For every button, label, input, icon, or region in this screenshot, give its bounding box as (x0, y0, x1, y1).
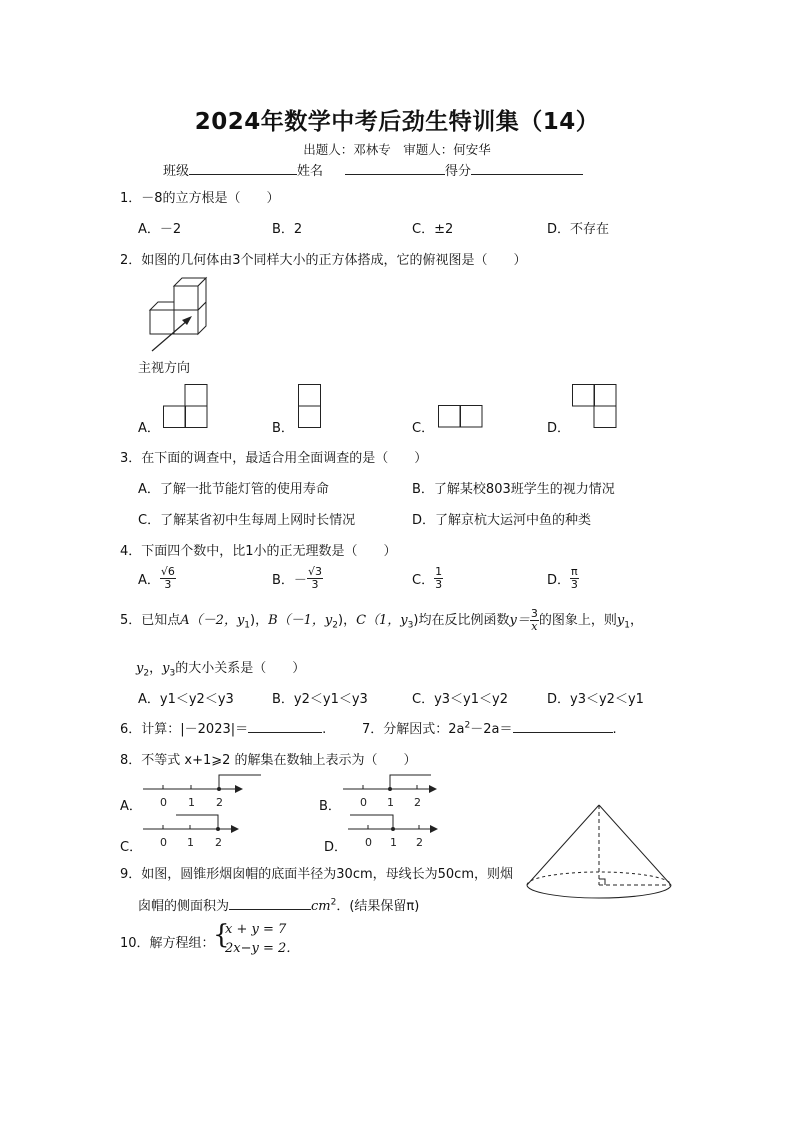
tick-label-1: 1 (188, 796, 195, 809)
score-blank[interactable] (471, 162, 583, 175)
q8-option-a[interactable]: A． (120, 799, 142, 814)
tick-label-2: 2 (215, 836, 222, 849)
q8-stem: 8．不等式 x+1⩾2 的解集在数轴上表示为（ ） (120, 753, 417, 768)
q2-option-b-figure (298, 384, 322, 428)
q4-b-denominator: 3 (311, 578, 319, 591)
authors-line: 出题人：邓林专 审题人：何安华 (303, 142, 491, 157)
q9-cone-figure (520, 800, 680, 910)
q2-stem: 2．如图的几何体由3个同样大小的正方体搭成，它的俯视图是（ ） (120, 253, 527, 268)
q5-point-a: A（－2，y (180, 613, 245, 628)
q2-figure-label: 主视方向 (138, 361, 191, 376)
q2-option-a[interactable]: A． (138, 421, 160, 436)
q2-option-d-figure (572, 384, 618, 428)
q5-func-numerator: 3 (530, 607, 538, 620)
q8-option-c-numberline (143, 812, 263, 852)
q2-option-a-figure (163, 384, 209, 428)
q1-option-d[interactable]: D．不存在 (547, 222, 610, 237)
q2-option-d[interactable]: D． (547, 421, 571, 436)
q5-func-denominator: x (531, 620, 538, 633)
q10-equation-2: 2x−y = 2． (225, 941, 300, 956)
tick-label-1: 1 (387, 796, 394, 809)
q2-option-c-figure (438, 405, 484, 429)
tick-label-2: 2 (414, 796, 421, 809)
name-blank[interactable] (345, 162, 445, 175)
class-blank[interactable] (189, 162, 297, 175)
q7-answer-blank[interactable] (513, 720, 613, 733)
q5-func-lhs: y＝ (509, 613, 530, 628)
tick-label-2: 2 (216, 796, 223, 809)
q6-answer-blank[interactable] (248, 720, 322, 733)
tick-label-2: 2 (416, 836, 423, 849)
q4-c-numerator: 1 (435, 565, 443, 578)
q5-stem-line2: $y_2$，$y_3$的大小关系是（ ） (136, 661, 306, 679)
q8-option-a-numberline (143, 772, 263, 812)
q9-stem-line1: 9．如图，圆锥形烟囱帽的底面半径为30cm，母线长为50cm，则烟 (120, 867, 513, 882)
q7-stem: 7．分解因式：$2a^2-2a=$ . (362, 720, 617, 737)
q3-option-a[interactable]: A．了解一批节能灯管的使用寿命 (138, 482, 329, 497)
q1-stem: 1．－8的立方根是（ ） (120, 191, 280, 206)
q3-stem: 3．在下面的调查中，最适合用全面调查的是（ ） (120, 451, 428, 466)
q4-c-denominator: 3 (435, 578, 443, 591)
q5-stem-line1: 5．已知点A（－2，$y_1$)，B（－1，$y_2$)，C（1，$y_3$)均在反比例函数y＝ $\frac{3}{x}$ 的图象上，则$y_1$， (120, 607, 643, 633)
q5-option-d[interactable]: D．y3＜y2＜y1 (547, 692, 644, 707)
tick-label-0: 0 (160, 796, 167, 809)
page-title: 2024年数学中考后劲生特训集（14） (194, 109, 600, 135)
q2-cube-figure (140, 272, 220, 352)
q4-b-sign: － (293, 573, 307, 588)
q3-option-b[interactable]: B．了解某校803班学生的视力情况 (412, 482, 615, 497)
q1-option-b[interactable]: B．2 (272, 222, 303, 237)
q8-option-b-numberline (343, 772, 463, 812)
q9-stem-line2: 囱帽的侧面积为 $cm^2$．(结果保留π) (138, 897, 420, 914)
q2-option-b[interactable]: B． (272, 421, 294, 436)
q4-option-d[interactable]: D． $\frac{\pi}{3}$ (547, 565, 578, 591)
q10-brace: { (213, 920, 230, 950)
q8-option-d[interactable]: D． (324, 840, 348, 855)
tick-label-1: 1 (390, 836, 397, 849)
q5-option-b[interactable]: B．y2＜y1＜y3 (272, 692, 368, 707)
q1-option-a[interactable]: A．－2 (138, 222, 182, 237)
q4-d-numerator: π (571, 565, 578, 578)
q4-option-b[interactable]: B．－ $\frac{√3}{3}$ (272, 565, 322, 591)
tick-label-0: 0 (160, 836, 167, 849)
q8-option-c[interactable]: C． (120, 840, 143, 855)
q2-option-c[interactable]: C． (412, 421, 435, 436)
q9-answer-blank[interactable] (229, 897, 311, 910)
q4-b-numerator: √3 (307, 565, 322, 578)
name-label: 姓名 (297, 164, 324, 179)
q5-point-c: C（1，y (356, 613, 408, 628)
q10-stem: 10．解方程组： (120, 936, 215, 951)
q1-option-c[interactable]: C．±2 (412, 222, 454, 237)
q5-option-a[interactable]: A．y1＜y2＜y3 (138, 692, 234, 707)
q3-option-c[interactable]: C．了解某省初中生每周上网时长情况 (138, 513, 356, 528)
q8-option-d-numberline (348, 812, 468, 852)
q8-option-b[interactable]: B． (319, 799, 341, 814)
tick-label-0: 0 (365, 836, 372, 849)
q4-a-numerator: √6 (160, 565, 175, 578)
q4-stem: 4．下面四个数中，比1小的正无理数是（ ） (120, 544, 397, 559)
student-info-row (163, 160, 583, 179)
q5-point-b: B（－1，y (268, 613, 333, 628)
q3-option-d[interactable]: D．了解京杭大运河中鱼的种类 (412, 513, 592, 528)
q4-option-a[interactable]: A． $\frac{√6}{3}$ (138, 565, 175, 591)
q4-d-denominator: 3 (570, 578, 578, 591)
q4-a-denominator: 3 (164, 578, 172, 591)
score-label: 得分 (445, 164, 472, 179)
tick-label-0: 0 (360, 796, 367, 809)
tick-label-1: 1 (187, 836, 194, 849)
q5-option-c[interactable]: C．y3＜y1＜y2 (412, 692, 508, 707)
class-label: 班级 (163, 164, 190, 179)
q4-option-c[interactable]: C． $\frac{1}{3}$ (412, 565, 443, 591)
q6-stem: 6．计算：|－2023|＝ . (120, 722, 327, 737)
q10-equation-1: x + y = 7 (225, 922, 287, 937)
